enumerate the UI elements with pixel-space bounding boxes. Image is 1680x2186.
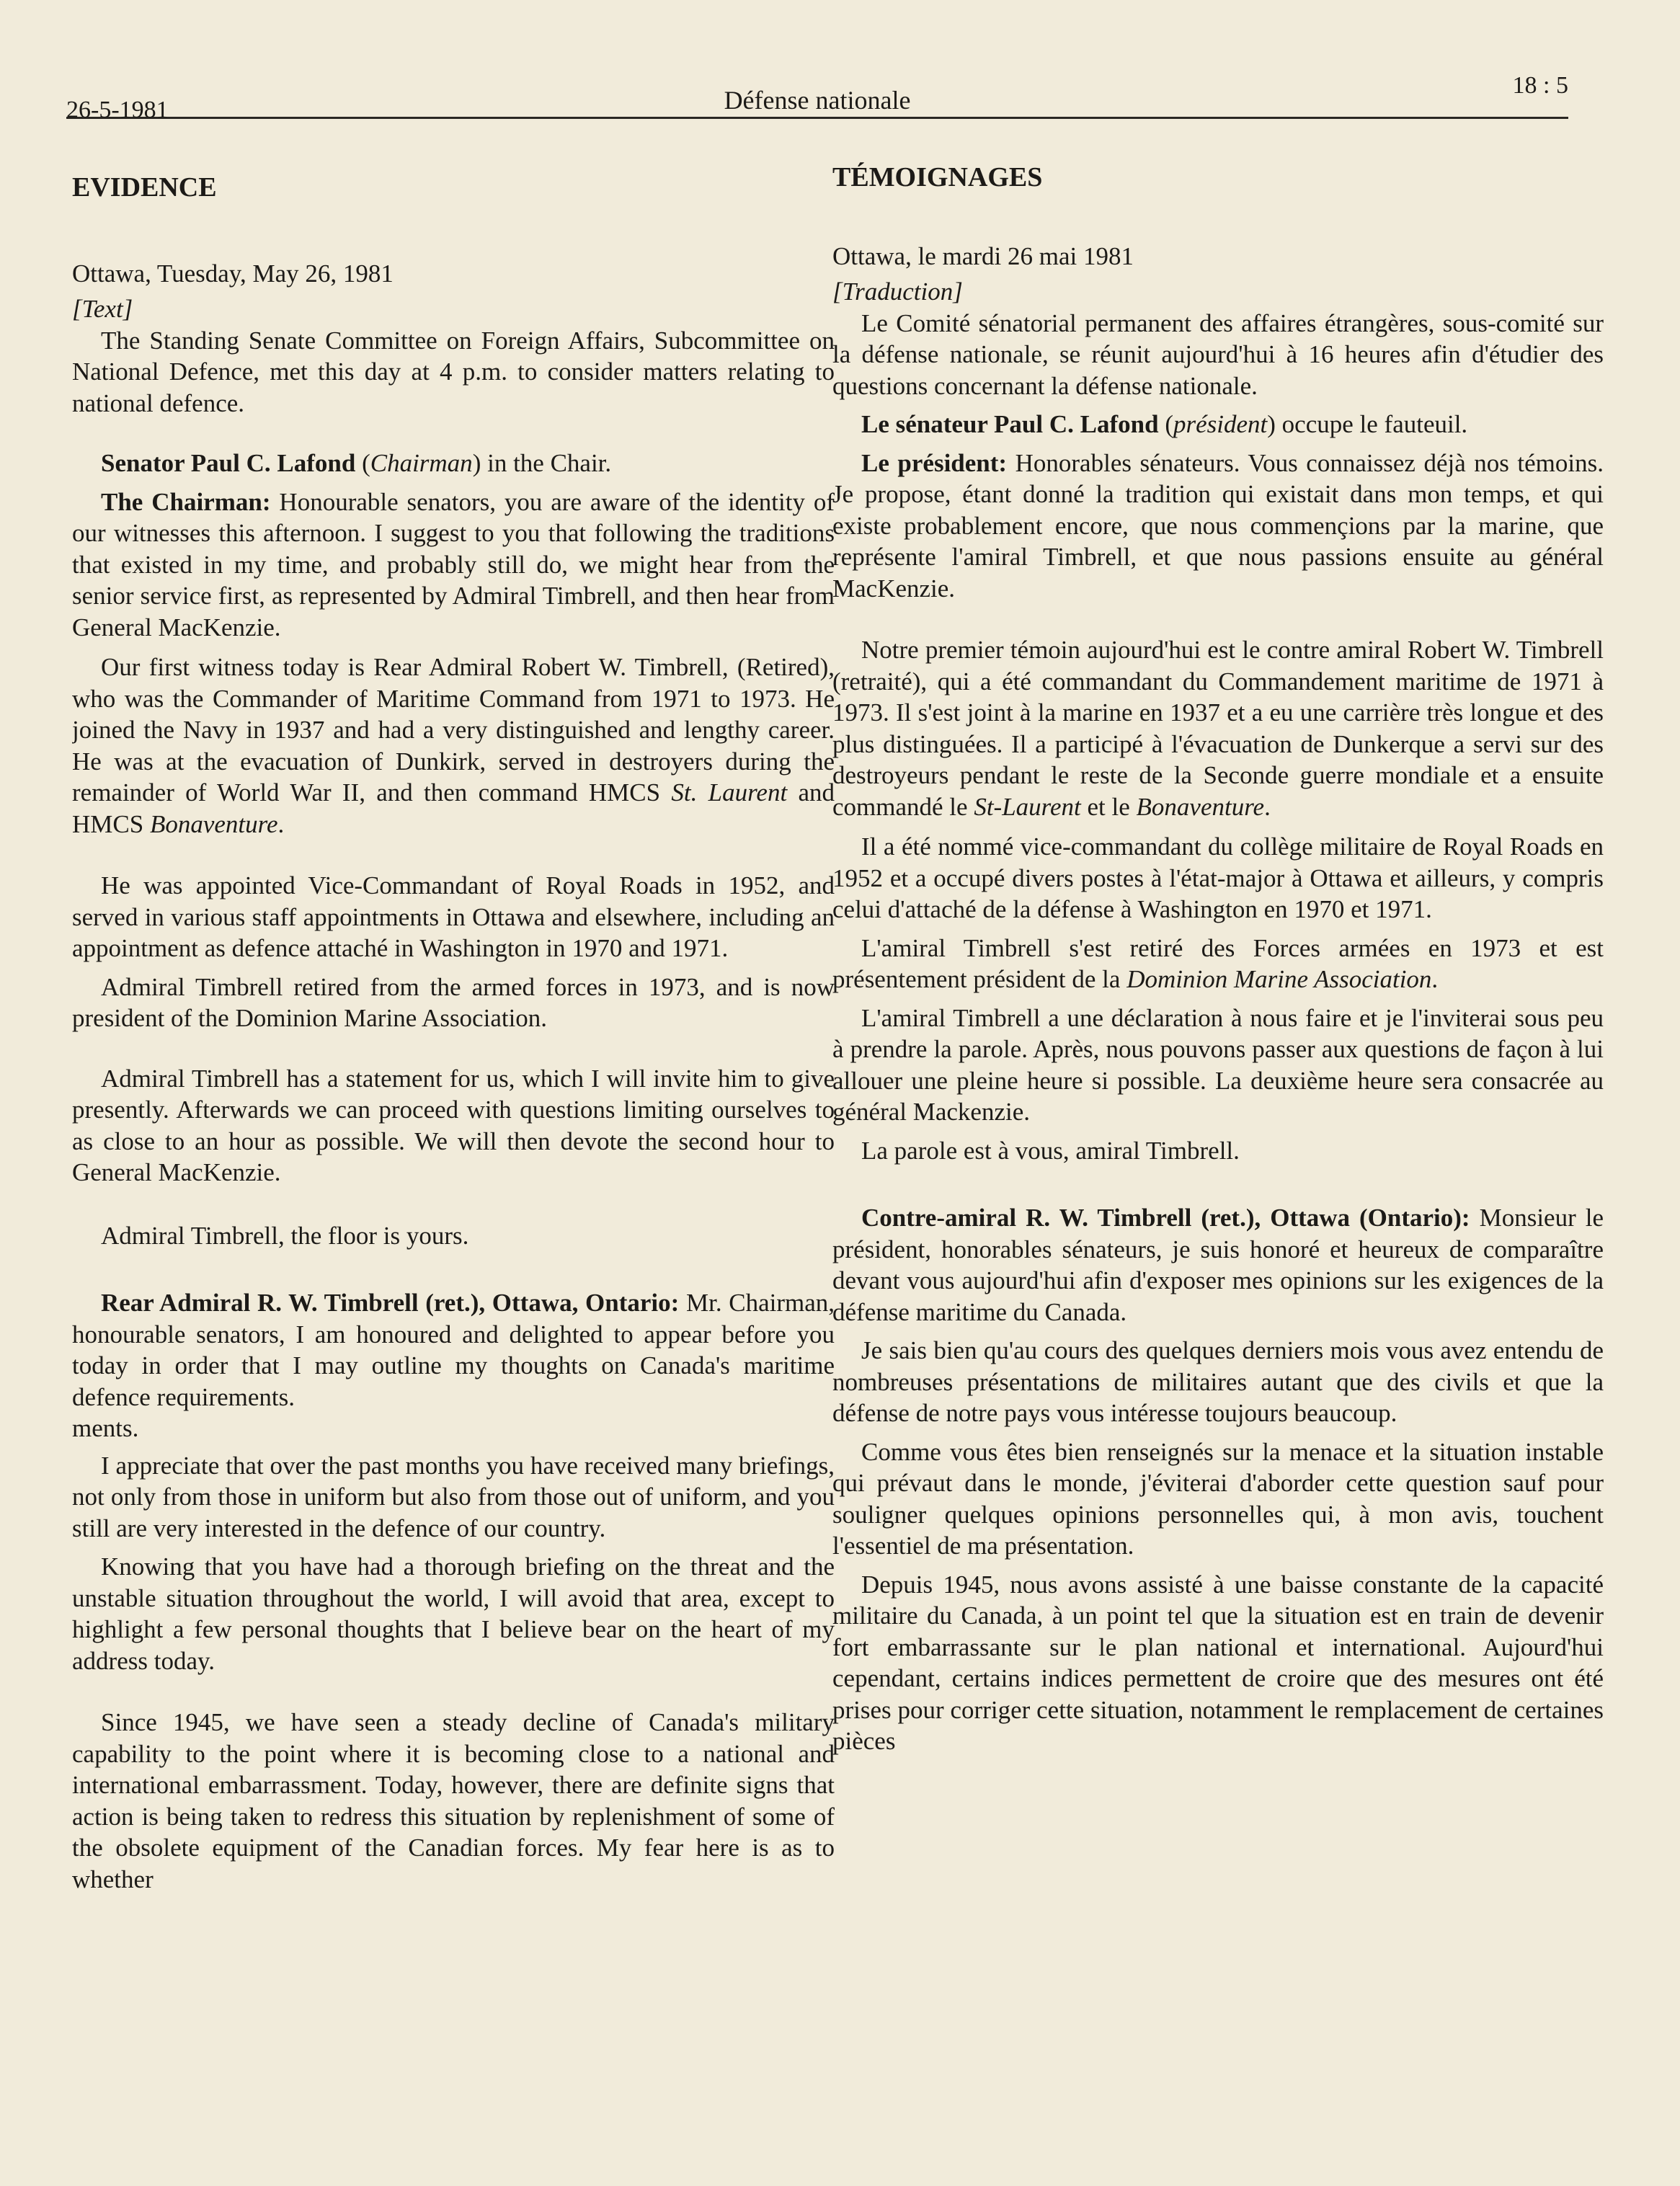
english-column xyxy=(72,162,835,2166)
paragraph: Rear Admiral R. W. Timbrell (ret.), Ottawa, Ontario: Mr. Chairman, honourable senators, I am honoured and delighted to appear before you today in order that I may outline my thoughts on Canada's maritime defence requirements. xyxy=(72,1289,835,1411)
paragraph: Admiral Timbrell retired from the armed forces in 1973, and is now president of the Dominion Marine Association. xyxy=(72,972,835,1032)
header-date: 26-5-1981 xyxy=(66,97,169,123)
paragraph: Admiral Timbrell, the floor is yours. xyxy=(101,1221,469,1250)
paragraph: La parole est à vous, amiral Timbrell. xyxy=(861,1136,1240,1165)
page-header xyxy=(66,72,1568,123)
section-heading: EVIDENCE xyxy=(72,172,217,203)
french-column xyxy=(832,162,1604,2166)
text-tag: [Traduction] xyxy=(832,277,963,306)
dateline: Ottawa, Tuesday, May 26, 1981 xyxy=(72,259,394,288)
paragraph: Il a été nommé vice-commandant du collège militaire de Royal Roads en 1952 et a occupé divers postes à l'état-major à Ottawa et ailleurs, y compris celui d'attaché de la défense à Washington en 1970 et 1971. xyxy=(832,832,1604,923)
paragraph: Comme vous êtes bien renseignés sur la menace et la situation instable qui prévaut dans le monde, j'éviterai d'aborder cette question sauf pour souligner quelques opinions personnelles qui, à mon avis, touchent l'essentiel de ma présentation. xyxy=(832,1437,1604,1560)
paragraph: The Chairman: Honourable senators, you are aware of the identity of our witnesses this afternoon. I suggest to you that following the traditions that existed in my time, and probably still do, we might hear from the senior service first, as represented by Admiral Timbrell, and then hear from General MacKenzie. xyxy=(72,487,835,641)
paragraph: I appreciate that over the past months you have received many briefings, not only from those in uniform but also from those out of uniform, and you still are very interested in the defence of our country. xyxy=(72,1451,835,1542)
header-page-number: 18 : 5 xyxy=(1512,72,1568,99)
paragraph: Le Comité sénatorial permanent des affaires étrangères, sous-comité sur la défense nationale, se réunit aujourd'hui à 16 heures afin d'étudier des questions concernant la défense nationale. xyxy=(832,308,1604,400)
paragraph: L'amiral Timbrell a une déclaration à nous faire et je l'inviterai sous peu à prendre la parole. Après, nous pouvons passer aux questions de façon à lui allouer une pleine heure si possible. La deuxième heure sera consacrée au général Mackenzie. xyxy=(832,1003,1604,1126)
section-heading: TÉMOIGNAGES xyxy=(832,162,1043,192)
paragraph: The Standing Senate Committee on Foreign Affairs, Subcommittee on National Defence, met this day at 4 p.m. to consider matters relating to national defence. xyxy=(72,326,835,417)
paragraph: Since 1945, we have seen a steady decline of Canada's military capability to the point where it is becoming close to a national and international embarrassment. Today, however, there are definite signs that action is being taken to redress this situation by replenishment of some of the obsolete equipment of the Canadian forces. My fear here is as to whether xyxy=(72,1708,835,1893)
paragraph: He was appointed Vice-Commandant of Royal Roads in 1952, and served in various staff appointments in Ottawa and elsewhere, including an appointment as defence attaché in Washington in 1970 and 1971. xyxy=(72,871,835,962)
paragraph: Admiral Timbrell has a statement for us, which I will invite him to give presently. Afterwards we can proceed with questions limiting ourselves to as close to an hour as possible. We will then devote the second hour to General MacKenzie. xyxy=(72,1064,835,1186)
dateline: Ottawa, le mardi 26 mai 1981 xyxy=(832,241,1134,270)
paragraph: Notre premier témoin aujourd'hui est le contre amiral Robert W. Timbrell (retraité), qui a été commandant du Commandement maritime de 1971 à 1973. Il s'est joint à la marine en 1937 et a eu une carrière très longue et des plus distinguées. Il a participé à l'évacuation de Dunkerque a servi sur des destroyeurs pendant le reste de la Seconde guerre mondiale et a ensuite commandé le St-Laurent et le Bonaventure. xyxy=(832,636,1604,821)
paragraph: Senator Paul C. Lafond (Chairman) in the Chair. xyxy=(101,449,612,477)
paragraph: Le sénateur Paul C. Lafond (président) occupe le fauteuil. xyxy=(861,410,1468,438)
header-title: Défense nationale xyxy=(724,86,911,115)
paragraph: Le président: Honorables sénateurs. Vous connaissez déjà nos témoins. Je propose, étant donné la tradition qui existait dans mon temps, et qui existe probablement encore, que nous commençions par la marine, que représente l'amiral Timbrell, et que nous passions ensuite au général MacKenzie. xyxy=(832,448,1604,603)
text-tag: [Text] xyxy=(72,295,133,323)
paragraph: Knowing that you have had a thorough briefing on the threat and the unstable situation throughout the world, I will avoid that area, except to highlight a few personal thoughts that I believe bear on the heart of my address today. xyxy=(72,1552,835,1675)
paragraph: Depuis 1945, nous avons assisté à une baisse constante de la capacité militaire du Canada, à un point tel que la situation est en train de devenir fort embarrassante sur le plan national et international. Aujourd'hui cependant, certains indices permettent de croire que des mesures ont été prises pour corriger cette situation, notamment le remplacement de certaines pièces xyxy=(832,1570,1604,1755)
paragraph: Je sais bien qu'au cours des quelques derniers mois vous avez entendu de nombreuses présentations de militaires autant que des civils et que la défense de notre pays vous intéresse toujours beaucoup. xyxy=(832,1336,1604,1427)
paragraph: Contre-amiral R. W. Timbrell (ret.), Ottawa (Ontario): Monsieur le président, honorables sénateurs, je suis honoré et heureux de comparaître devant vous aujourd'hui afin d'exposer mes opinions sur les exigences de la défense maritime du Canada. xyxy=(832,1204,1604,1326)
stray-text: ments. xyxy=(72,1414,139,1442)
paragraph: Our first witness today is Rear Admiral Robert W. Timbrell, (Retired), who was the Commander of Maritime Command from 1971 to 1973. He joined the Navy in 1937 and had a very distinguished and lengthy career. He was at the evacuation of Dunkirk, served in destroyers during the remainder of World War II, and then command HMCS St. Laurent and HMCS Bonaventure. xyxy=(72,653,835,838)
paragraph: L'amiral Timbrell s'est retiré des Forces armées en 1973 et est présentement président de la Dominion Marine Association. xyxy=(832,933,1604,993)
